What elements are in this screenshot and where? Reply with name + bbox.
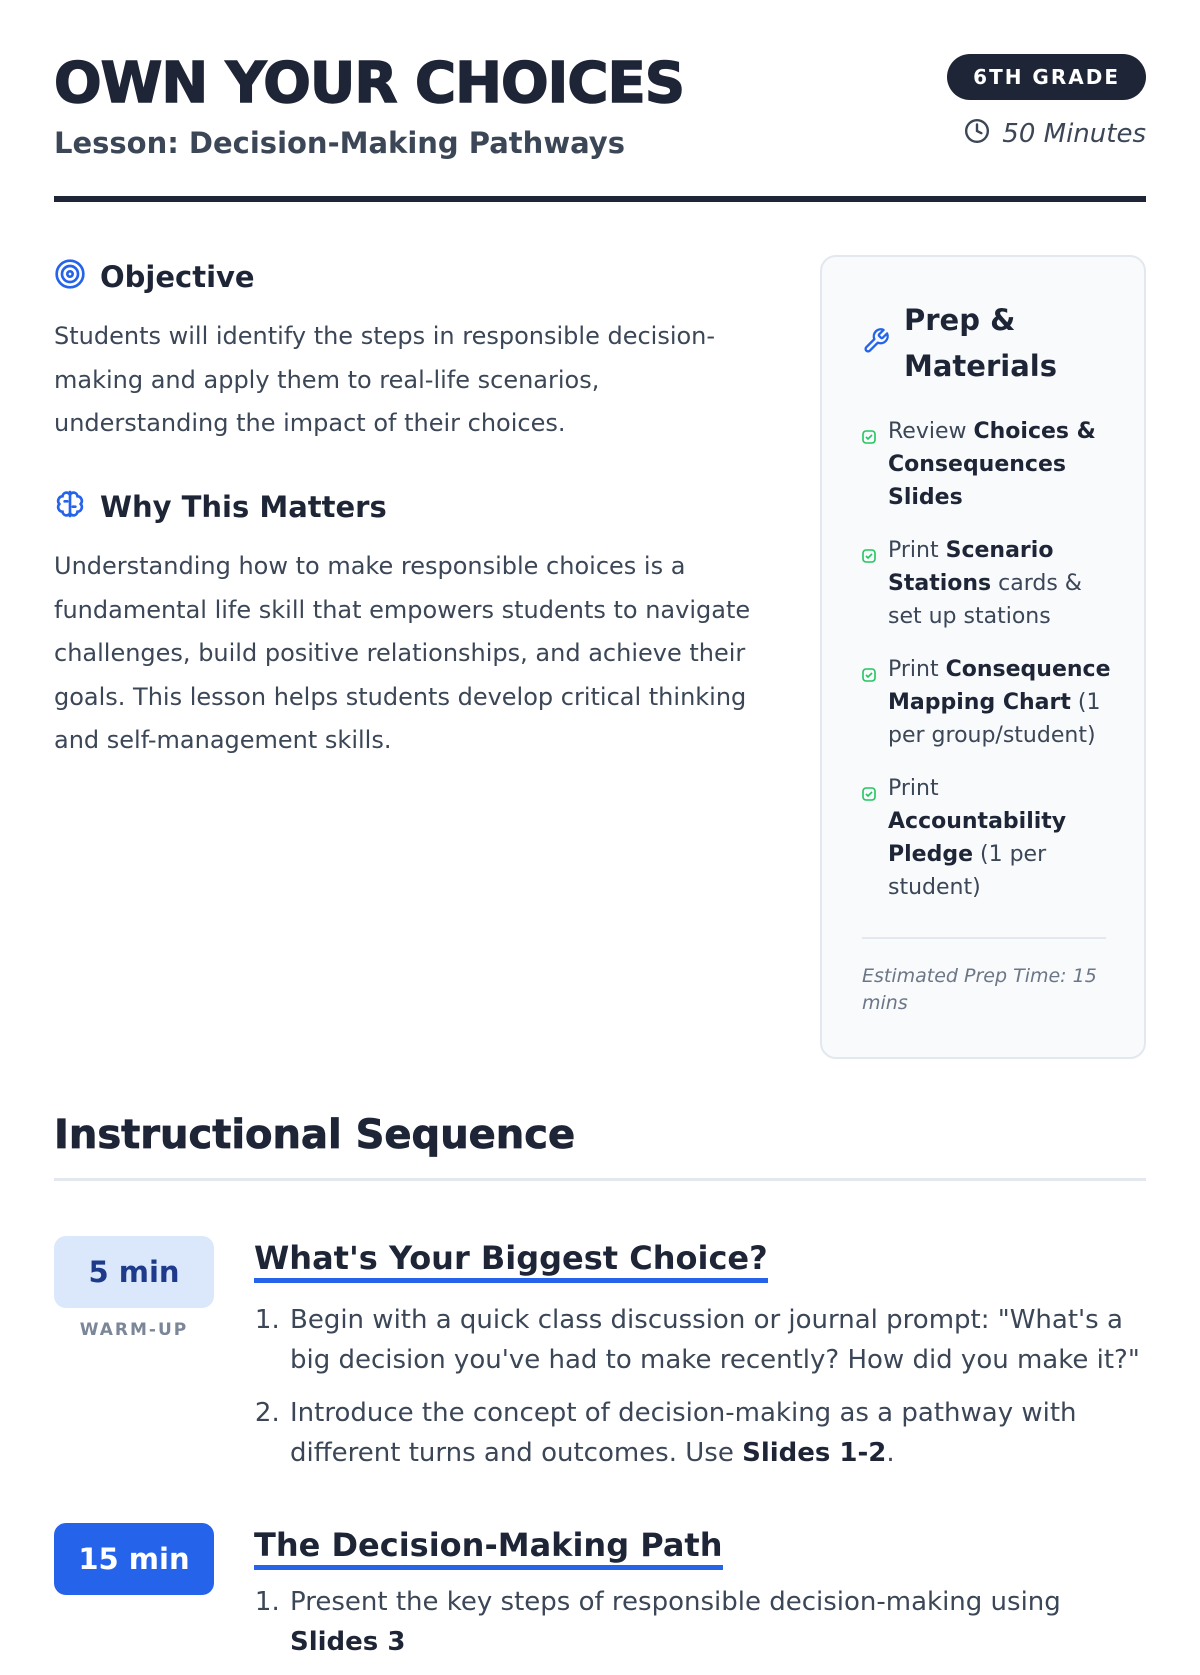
objective-label: Objective bbox=[100, 259, 255, 294]
prep-item bbox=[862, 534, 1122, 633]
sequence-step bbox=[54, 1236, 1146, 1476]
objective-text: Students will identify the steps in responsible decision-making and apply them to real-life scenarios, understanding the impact of their choices. bbox=[54, 322, 716, 437]
prep-item bbox=[862, 772, 1122, 904]
wrench-icon bbox=[862, 327, 890, 360]
grade-badge: 6TH GRADE bbox=[947, 54, 1146, 100]
check-square-icon bbox=[862, 421, 876, 454]
sequence-divider bbox=[54, 1178, 1146, 1181]
prep-checklist bbox=[862, 415, 1122, 924]
step-instruction: 1. Present the key steps of responsible decision-making using Slides 3 bbox=[288, 1582, 1146, 1662]
prep-time: Estimated Prep Time: 15 mins bbox=[862, 965, 1097, 1014]
why-text: Understanding how to make responsible choices is a fundamental life skill that empowers students to navigate challenges, build positive relationships, and achieve their goals. This lesson helps students develop critical thinking and self-management skills. bbox=[54, 552, 751, 754]
objective-heading bbox=[54, 258, 255, 295]
lesson-duration bbox=[964, 118, 1146, 149]
check-square-icon bbox=[862, 659, 876, 692]
target-icon bbox=[54, 258, 86, 295]
step-instructions bbox=[254, 1300, 1146, 1486]
lesson-header bbox=[54, 50, 1146, 202]
duration-text: 50 Minutes bbox=[1002, 118, 1146, 149]
step-instructions bbox=[254, 1582, 1146, 1675]
prep-item-text: Review Choices & Consequences Slides bbox=[888, 419, 1096, 510]
clock-icon bbox=[964, 118, 990, 149]
prep-item-text: Print Consequence Mapping Chart (1 per group/student) bbox=[888, 657, 1111, 748]
step-title: The Decision-Making Path bbox=[254, 1525, 723, 1570]
check-square-icon bbox=[862, 540, 876, 573]
brain-icon bbox=[54, 488, 86, 525]
prep-item bbox=[862, 415, 1122, 514]
prep-divider bbox=[862, 937, 1106, 939]
step-instruction: 1. Begin with a quick class discussion or journal prompt: "What's a big decision you've had to make recently? How did you make it?" bbox=[288, 1300, 1146, 1380]
lesson-title: OWN YOUR CHOICES bbox=[54, 51, 685, 116]
prep-item-text: Print Scenario Stations cards & set up stations bbox=[888, 538, 1082, 629]
why-label: Why This Matters bbox=[100, 489, 387, 524]
prep-materials-card bbox=[820, 255, 1146, 1059]
sequence-heading: Instructional Sequence bbox=[54, 1112, 576, 1158]
step-instruction: 2. Introduce the concept of decision-making as a pathway with different turns and outcomes. Use Slides 1-2. bbox=[288, 1393, 1146, 1473]
prep-item-text: Print Accountability Pledge (1 per student) bbox=[888, 776, 1067, 900]
lesson-subtitle: Lesson: Decision-Making Pathways bbox=[54, 126, 625, 160]
step-title: What's Your Biggest Choice? bbox=[254, 1238, 768, 1283]
check-square-icon bbox=[862, 778, 876, 811]
prep-title: Prep & Materials bbox=[904, 303, 1057, 383]
prep-heading bbox=[862, 297, 1074, 389]
time-pill: 5 min bbox=[54, 1236, 214, 1308]
why-heading bbox=[54, 488, 387, 525]
phase-label: WARM-UP bbox=[79, 1320, 189, 1340]
sequence-step bbox=[54, 1523, 1146, 1657]
time-pill: 15 min bbox=[54, 1523, 214, 1595]
prep-item bbox=[862, 653, 1122, 752]
